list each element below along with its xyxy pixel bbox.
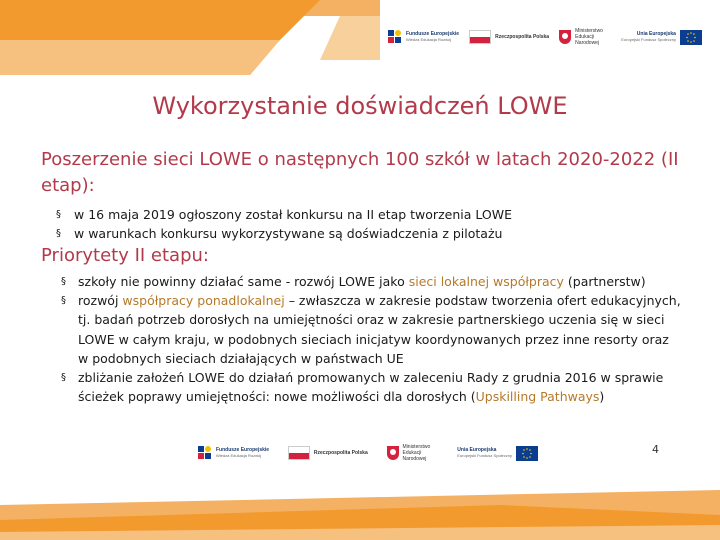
list-item: § zbliżanie założeń LOWE do działań promowanych w zaleceniu Rady z grudnia 2016 w sprawie ścieżek poprawy umiejętności: nowe możliwości dla dorosłych (Upskilling Pathways) [61,370,664,405]
orange-corner-decoration [0,0,380,75]
list-item: § szkoły nie powinny działać same - rozwój LOWE jako sieci lokalnej współpracy (partnerstw) [61,274,646,289]
section2-heading: Priorytety II etapu: [41,245,209,266]
list-item: § w warunkach konkursu wykorzystywane są doświadczenia z pilotażu [56,226,503,241]
fe-logo-icon [388,30,402,44]
eagle-emblem-icon [387,446,399,460]
eagle-emblem-icon [559,30,571,44]
ministry-logo: Ministerstwo Edukacji Narodowej [387,444,439,462]
list-item: § rozwój współpracy ponadlokalnej – zwłaszcza w zakresie podstaw tworzenia ofert edukacyjnych, tj. badań potrzeb dorosłych na umiejętności oraz w zakresie partnerskiego uczenia się w sieci LOWE w całym kraju, w podobnych sieciach inicjatyw koordynowanych przez inne resorty oraz w podobnych sieciach działających w państwach UE [61,293,681,366]
header-logo-bar [382,18,708,56]
eu-flag-icon [680,30,702,45]
rp-logo: Rzeczpospolita Polska [288,446,368,460]
poland-flag-icon [469,30,491,44]
section1-heading: Poszerzenie sieci LOWE o następnych 100 szkół w latach 2020-2022 (II etap): [41,149,679,196]
footer-logo-bar [192,438,544,468]
fe-logo: Fundusze Europejskie Wiedza Edukacja Rozwój [198,446,269,460]
section1-list [56,205,512,243]
eu-flag-icon [516,446,538,461]
slide-title: Wykorzystanie doświadczeń LOWE [152,92,568,120]
list-item: § w 16 maja 2019 ogłoszony został konkursu na II etap tworzenia LOWE [56,207,512,222]
rp-logo: Rzeczpospolita Polska [469,30,549,44]
page-number: 4 [652,443,659,456]
eu-logo: Unia Europejska Europejski Fundusz Społeczny [621,30,702,45]
fe-logo-icon [198,446,212,460]
poland-flag-icon [288,446,310,460]
section2-list [61,272,681,406]
orange-footer-decoration [0,470,720,540]
fe-logo: Fundusze Europejskie Wiedza Edukacja Rozwój [388,30,459,44]
eu-logo: Unia Europejska Europejski Fundusz Społeczny [457,446,538,461]
ministry-logo: Ministerstwo Edukacji Narodowej [559,28,611,46]
